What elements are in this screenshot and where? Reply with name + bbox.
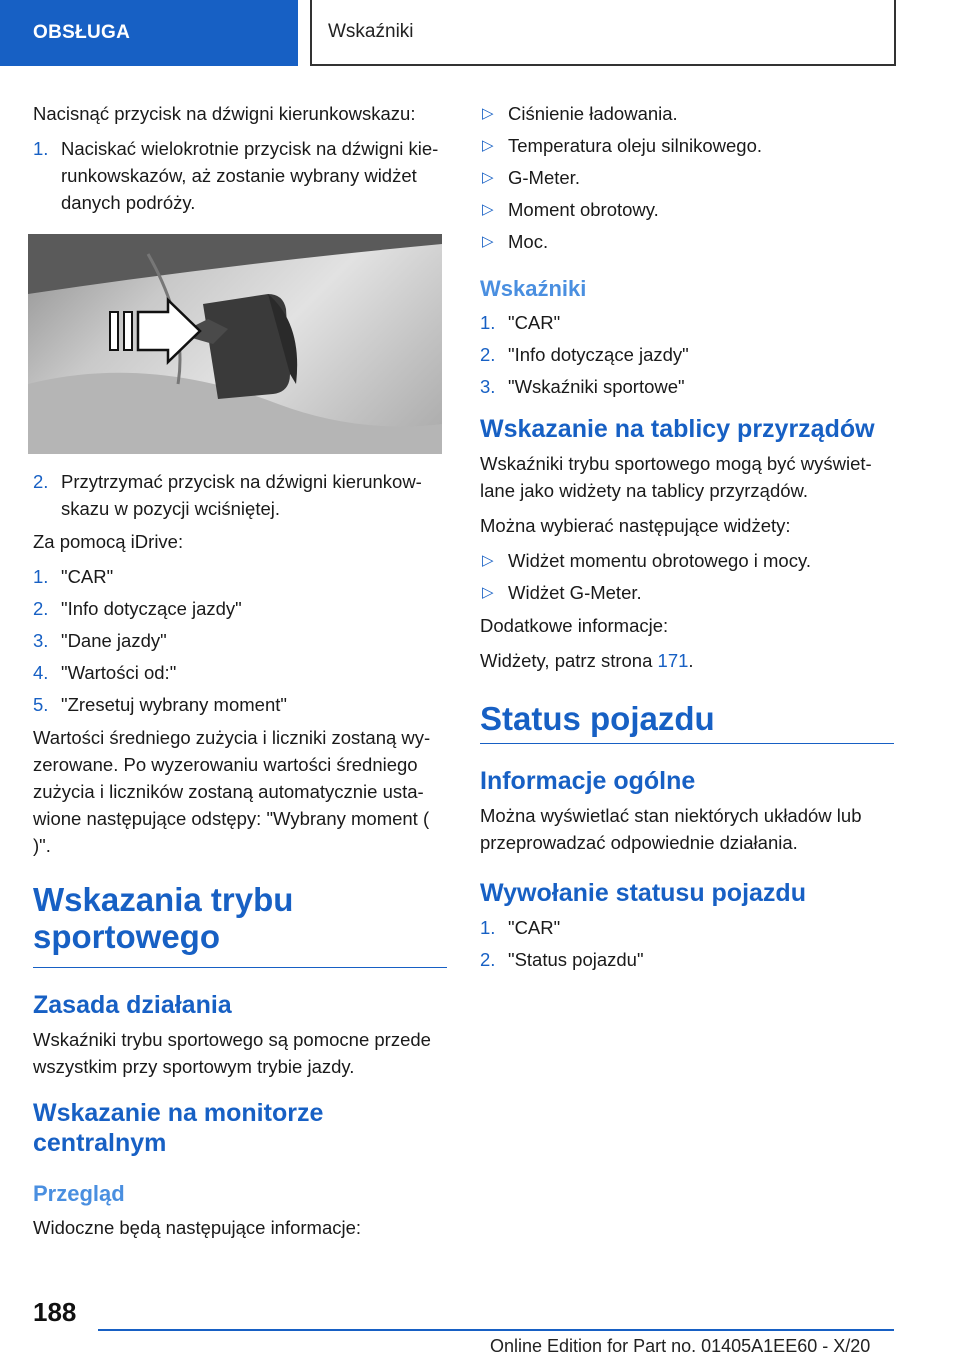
turn-signal-lever-photo [28,234,442,454]
list-item [33,659,447,686]
step-number: 1. [480,917,496,938]
step-text: "Wartości od:" [61,662,177,683]
heading-principle: Zasada działania [33,991,232,1019]
edition-text: Online Edition for Part no. 01405A1EE60 - X/20 [490,1336,871,1356]
list-item [480,100,894,127]
step-text: Przytrzymać przycisk na dźwigni kierunkow-skazu w pozycji wciśniętej. [61,471,422,519]
step-text: "CAR" [61,566,114,587]
list-item [33,563,447,590]
list-item [480,309,894,336]
item-text: Ciśnienie ładowania. [508,103,678,124]
cluster-items-list [480,547,894,606]
heading-call-status: Wywołanie statusu pojazdu [480,879,806,907]
step-number: 2. [33,471,49,492]
section-tab: OBSŁUGA [0,0,298,66]
heading-general-info: Informacje ogólne [480,767,696,795]
list-item [33,627,447,654]
step-number: 2. [33,598,49,619]
triangle-bullet-icon: ▷ [482,233,494,250]
heading-indicators: Wskaźniki [480,276,587,301]
item-text: Moc. [508,231,549,252]
cluster-select-text: Można wybierać następujące widżety: [480,515,791,536]
idrive-steps-list [33,563,447,718]
step-text: "Info dotyczące jazdy" [61,598,242,619]
step-text: "CAR" [508,312,561,333]
step-text: "Info dotyczące jazdy" [508,344,689,365]
list-item [480,946,894,973]
list-item [480,132,894,159]
step-text: "Zresetuj wybrany moment" [61,694,287,715]
list-item [33,135,447,216]
heading-vehicle-status: Status pojazdu [480,700,894,744]
list-item [480,341,894,368]
heading-sport-indicators: Wskazania trybu sportowego [33,881,447,968]
cluster-text: Wskaźniki trybu sportowego mogą być wyświet-lane jako widżety na tablicy przyrządów. [480,453,872,501]
list-item [33,691,447,718]
step-text: "Wskaźniki sportowe" [508,376,685,397]
item-text: Temperatura oleju silnikowego. [508,135,762,156]
chapter-tab: Wskaźniki [310,0,896,66]
triangle-bullet-icon: ▷ [482,584,494,601]
step-text: "Status pojazdu" [508,949,644,970]
step-number: 1. [33,566,49,587]
triangle-bullet-icon: ▷ [482,552,494,569]
step-number: 2. [480,344,496,365]
step-number: 2. [480,949,496,970]
left-column [33,100,447,1249]
step-number: 5. [33,694,49,715]
page-link-171[interactable]: 171 [657,650,689,671]
overview-text: Widoczne będą następujące informacje: [33,1217,362,1238]
page-number: 188 [33,1297,77,1327]
idrive-intro: Za pomocą iDrive: [33,531,184,552]
step-text: "Dane jazdy" [61,630,167,651]
list-item [480,228,894,255]
general-text: Można wyświetlać stan niektórych układów lub przeprowadzać odpowiednie działania. [480,805,862,853]
triangle-bullet-icon: ▷ [482,169,494,186]
page-header [0,0,960,66]
indicator-steps-list [480,309,894,400]
widgets-see-text: Widżety, patrz strona [480,650,653,671]
lever-illustration [28,234,442,454]
widgets-end-text: . [688,650,694,671]
footer-rule [98,1329,894,1331]
overview-items-list [480,100,894,255]
heading-instrument-cluster: Wskazanie na tablicy przyrządów [480,415,875,443]
list-item [480,914,894,941]
list-item [33,595,447,622]
list-item [480,579,894,606]
heading-overview: Przegląd [33,1181,125,1206]
list-item [480,164,894,191]
step-number: 1. [480,312,496,333]
principle-text: Wskaźniki trybu sportowego są pomocne przede wszystkim przy sportowym trybie jazdy. [33,1029,431,1077]
triangle-bullet-icon: ▷ [482,201,494,218]
item-text: Widżet G-Meter. [508,582,642,603]
step-number: 1. [33,138,49,159]
item-text: Widżet momentu obrotowego i mocy. [508,550,811,571]
item-text: Moment obrotowy. [508,199,659,220]
step-text: Naciskać wielokrotnie przycisk na dźwigni kie-runkowskazów, aż zostanie wybrany widżet danych podróży. [61,138,439,213]
steps-a-list [33,135,447,216]
step-number: 3. [33,630,49,651]
intro-text: Nacisnąć przycisk na dźwigni kierunkowskazu: [33,103,416,124]
right-column [480,100,894,979]
heading-central-monitor: Wskazanie na monitorze centralnym [33,1099,324,1157]
step-number: 4. [33,662,49,683]
triangle-bullet-icon: ▷ [482,105,494,122]
list-item [33,468,447,522]
item-text: G-Meter. [508,167,580,188]
reset-note: Wartości średniego zużycia i liczniki zostaną wy-zerowane. Po wyzerowaniu wartości średniego zużycia i liczników zostaną automatycznie usta-wione następujące odstępy: "Wybrany moment ( )". [33,727,431,856]
widgets-reference [480,647,894,674]
steps-b-list [33,468,447,522]
list-item [480,373,894,400]
additional-info: Dodatkowe informacje: [480,615,669,636]
triangle-bullet-icon: ▷ [482,137,494,154]
step-text: "CAR" [508,917,561,938]
call-steps-list [480,914,894,973]
step-number: 3. [480,376,496,397]
list-item [480,196,894,223]
list-item [480,547,894,574]
